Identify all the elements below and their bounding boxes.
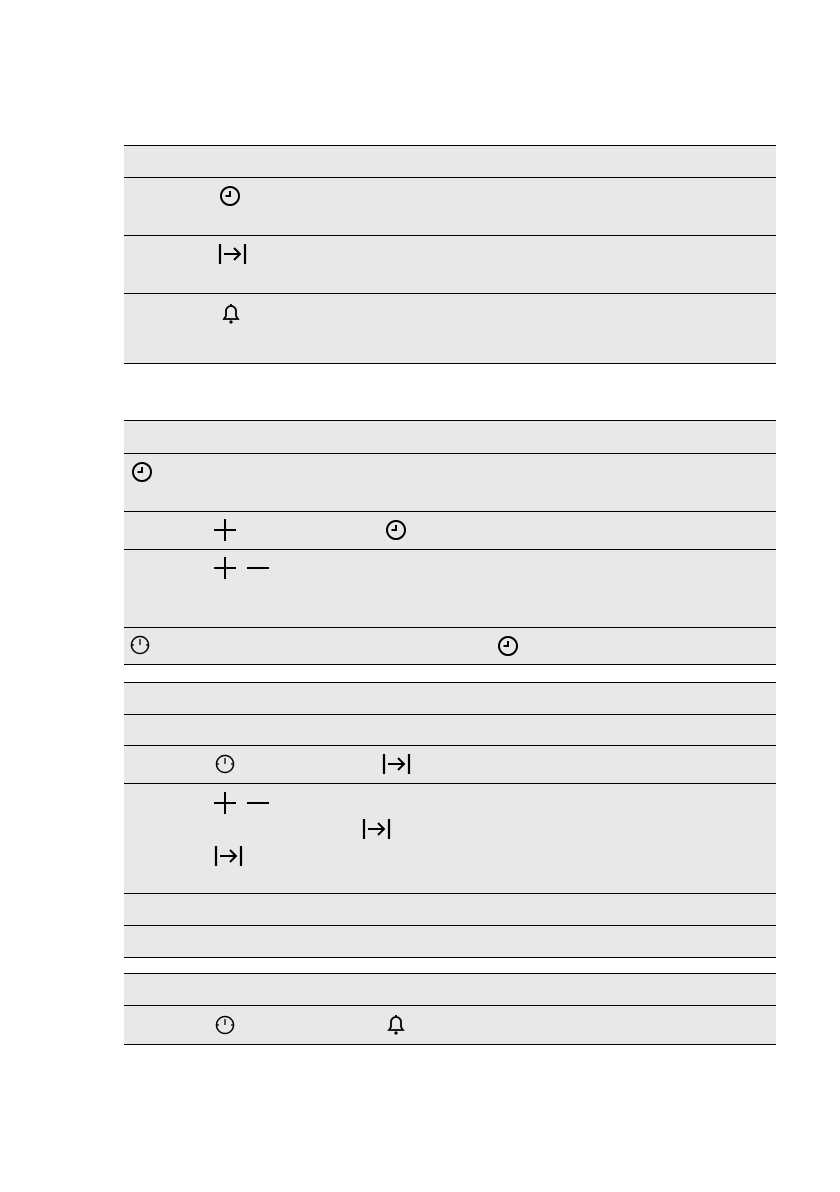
- table-row: [124, 1006, 776, 1045]
- table-row: [124, 746, 776, 784]
- table-row: [124, 894, 776, 926]
- table-header-row: [124, 683, 776, 715]
- minus-icon: [245, 790, 271, 816]
- duration-end-icon: [218, 242, 248, 266]
- table-display-icons: [124, 145, 776, 364]
- bell-icon: [385, 1013, 407, 1037]
- plus-icon: [212, 555, 238, 581]
- table-duration: [124, 682, 776, 958]
- clock-icon: [218, 184, 242, 208]
- table-end: [124, 973, 776, 1045]
- table-header-row: [124, 974, 776, 1006]
- table-row: [124, 784, 776, 894]
- plus-icon: [212, 790, 238, 816]
- plus-icon: [212, 517, 238, 543]
- duration-end-icon: [362, 817, 392, 841]
- table-row: [124, 512, 776, 550]
- duration-end-icon: [382, 752, 412, 776]
- clock-icon: [384, 518, 408, 542]
- table-row: [124, 294, 776, 364]
- table-row: [124, 550, 776, 628]
- timer-icon: [214, 753, 236, 775]
- table-row: [124, 178, 776, 236]
- clock-icon: [130, 460, 154, 484]
- duration-end-icon: [214, 844, 244, 868]
- table-set-time: [124, 420, 776, 665]
- minus-icon: [245, 555, 271, 581]
- clock-icon: [496, 634, 520, 658]
- table-row: [124, 926, 776, 958]
- timer-icon: [129, 634, 151, 656]
- bell-icon: [220, 302, 242, 326]
- timer-icon: [214, 1014, 236, 1036]
- table-row: [124, 454, 776, 512]
- table-header-row: [124, 421, 776, 454]
- table-header-row: [124, 146, 776, 178]
- table-row: [124, 715, 776, 746]
- table-row: [124, 628, 776, 665]
- table-row: [124, 236, 776, 294]
